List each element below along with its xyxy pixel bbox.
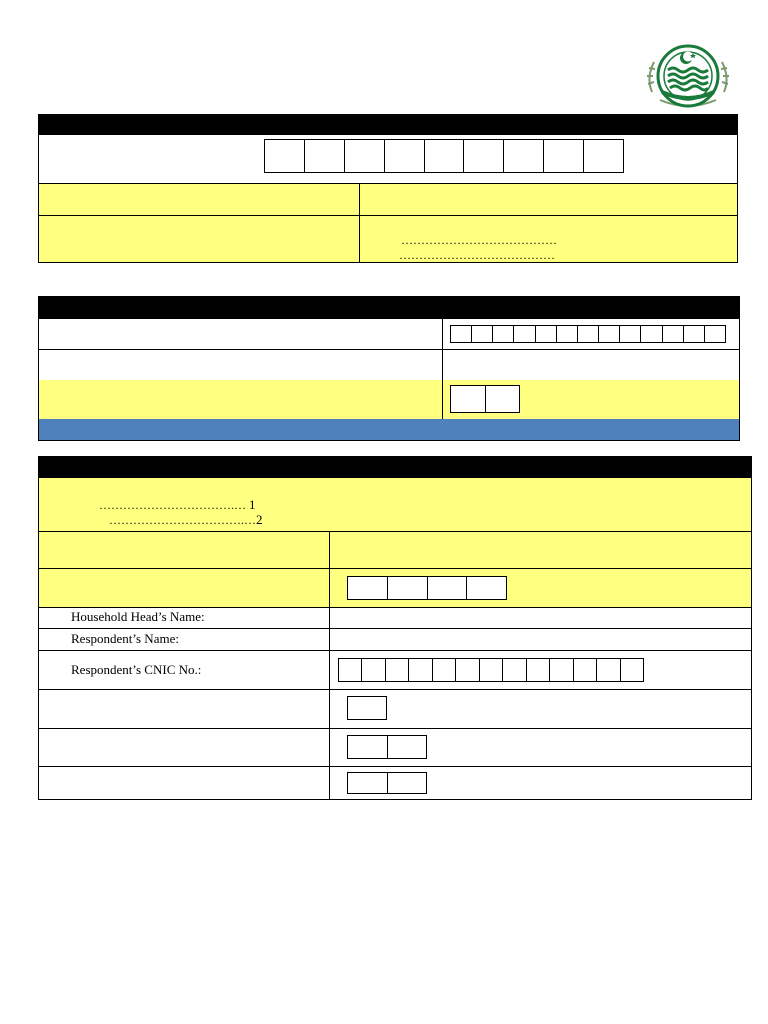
code-box[interactable] xyxy=(385,140,425,172)
section2-table xyxy=(38,296,740,441)
cnic-digit-box[interactable] xyxy=(705,326,725,342)
section1-header-bar xyxy=(39,115,737,135)
cnic-digit-box[interactable] xyxy=(550,659,573,681)
option-1-code: 1 xyxy=(249,497,256,512)
section2-cnic-boxes[interactable] xyxy=(450,325,726,343)
cnic-digit-box[interactable] xyxy=(620,326,641,342)
cnic-digit-box[interactable] xyxy=(451,326,472,342)
code-box[interactable] xyxy=(348,577,388,599)
cnic-digit-box[interactable] xyxy=(362,659,385,681)
section3-single-box[interactable] xyxy=(347,696,387,720)
code-box[interactable] xyxy=(305,140,345,172)
cnic-digit-box[interactable] xyxy=(599,326,620,342)
cnic-digit-box[interactable] xyxy=(514,326,535,342)
section2-yellow-row xyxy=(39,380,739,419)
cnic-digit-box[interactable] xyxy=(386,659,409,681)
household-head-input[interactable] xyxy=(330,607,751,628)
cnic-digit-box[interactable] xyxy=(480,659,503,681)
option-2-code: 2 xyxy=(256,512,263,527)
code-box[interactable] xyxy=(348,736,388,758)
code-box[interactable] xyxy=(388,577,428,599)
punjab-emblem-logo xyxy=(640,40,736,114)
section3-two-boxes-a[interactable] xyxy=(347,735,427,759)
code-box[interactable] xyxy=(504,140,544,172)
cnic-digit-box[interactable] xyxy=(621,659,643,681)
cnic-digit-box[interactable] xyxy=(574,659,597,681)
section2-small-boxes[interactable] xyxy=(450,385,520,413)
household-head-label: Household Head’s Name: xyxy=(71,609,205,624)
code-box[interactable] xyxy=(544,140,584,172)
code-box[interactable] xyxy=(451,386,486,412)
section2-blue-bar xyxy=(39,419,739,440)
section3-table xyxy=(38,456,752,800)
code-box[interactable] xyxy=(464,140,504,172)
cnic-digit-box[interactable] xyxy=(409,659,432,681)
cnic-digit-box[interactable] xyxy=(527,659,550,681)
respondent-cnic-boxes[interactable] xyxy=(338,658,644,682)
code-box[interactable] xyxy=(486,386,520,412)
code-box[interactable] xyxy=(345,140,385,172)
section1-yellow-area xyxy=(39,183,737,262)
code-box[interactable] xyxy=(348,773,388,793)
code-box[interactable] xyxy=(388,773,427,793)
respondent-name-input[interactable] xyxy=(330,628,751,650)
section3-header-bar xyxy=(39,457,751,478)
code-box[interactable] xyxy=(348,697,386,719)
section3-two-boxes-b[interactable] xyxy=(347,772,427,794)
section2-header-bar xyxy=(39,297,739,319)
cnic-digit-box[interactable] xyxy=(536,326,557,342)
code-box[interactable] xyxy=(467,577,506,599)
section1-table xyxy=(38,114,738,263)
code-box[interactable] xyxy=(388,736,427,758)
cnic-digit-box[interactable] xyxy=(557,326,578,342)
cnic-digit-box[interactable] xyxy=(597,659,620,681)
code-box[interactable] xyxy=(428,577,468,599)
section1-code-boxes[interactable] xyxy=(264,139,624,173)
respondent-name-label: Respondent’s Name: xyxy=(71,631,179,646)
cnic-digit-box[interactable] xyxy=(339,659,362,681)
cnic-digit-box[interactable] xyxy=(433,659,456,681)
cnic-digit-box[interactable] xyxy=(503,659,526,681)
cnic-digit-box[interactable] xyxy=(472,326,493,342)
code-box[interactable] xyxy=(584,140,623,172)
cnic-digit-box[interactable] xyxy=(578,326,599,342)
cnic-digit-box[interactable] xyxy=(493,326,514,342)
cnic-digit-box[interactable] xyxy=(663,326,684,342)
section1-dotted-line-1: ………………………………… xyxy=(401,233,557,247)
option-1-dots: …………………………….… 1 xyxy=(99,497,256,512)
section3-code4-boxes[interactable] xyxy=(347,576,507,600)
respondent-cnic-label: Respondent’s CNIC No.: xyxy=(71,662,202,677)
code-box[interactable] xyxy=(425,140,465,172)
cnic-digit-box[interactable] xyxy=(684,326,705,342)
option-2-dots: …………………………….…2 xyxy=(109,512,263,527)
cnic-digit-box[interactable] xyxy=(456,659,479,681)
code-box[interactable] xyxy=(265,140,305,172)
cnic-digit-box[interactable] xyxy=(641,326,662,342)
section1-dotted-line-2: ………………………………… xyxy=(399,248,555,262)
